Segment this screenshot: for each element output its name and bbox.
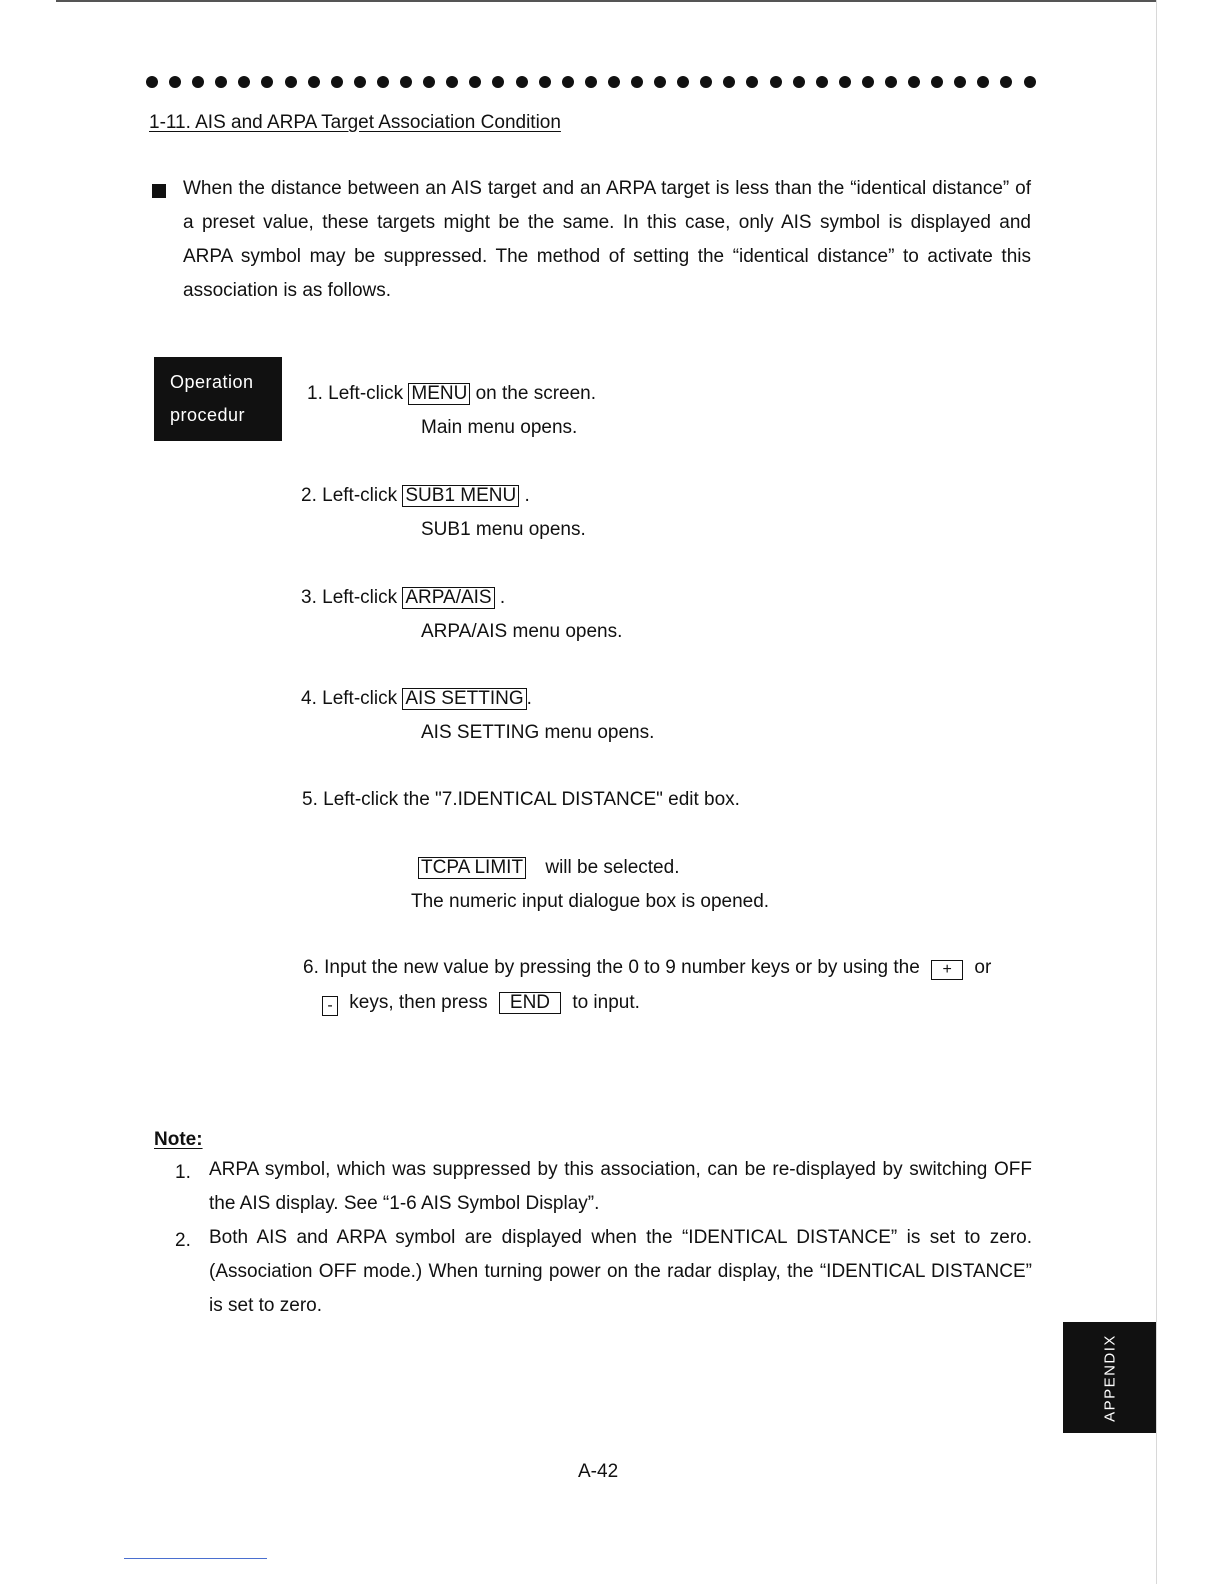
divider-dot [469,76,481,88]
divider-dot [654,76,666,88]
section-title: 1-11. AIS and ARPA Target Association Condition [149,112,561,133]
step-4-result: AIS SETTING menu opens. [421,722,655,743]
divider-dot [585,76,597,88]
page-number: A-42 [578,1461,619,1482]
step-2-result: SUB1 menu opens. [421,519,586,540]
divider-dot [539,76,551,88]
appendix-label: APPENDIX [1101,1333,1118,1422]
step-3 [301,586,505,610]
divider-dot [354,76,366,88]
divider-dot [169,76,181,88]
square-bullet-icon [152,184,166,198]
divider-dot [885,76,897,88]
step-6-line-2 [322,991,640,1016]
divider-dot [839,76,851,88]
divider-dot [1024,76,1036,88]
step-6-keys-then-press: keys, then press [349,992,488,1013]
footer-link-rule [124,1558,267,1559]
divider-dot [746,76,758,88]
divider-dot [492,76,504,88]
note-2-text: Both AIS and ARPA symbol are displayed when the “IDENTICAL DISTANCE” is set to zero. (Association OFF mode.) When turning power on the radar display, the “IDENTICAL DISTANCE” is set to zero. [209,1227,1032,1316]
divider-dot [954,76,966,88]
step-5-sub-suffix: will be selected. [545,857,680,878]
dotted-divider [146,70,1036,94]
page-edge [1156,0,1157,1584]
note-heading: Note: [154,1129,203,1150]
step-1-suffix: on the screen. [470,383,597,404]
operation-label-line2: procedur [170,405,246,425]
note-1-text: ARPA symbol, which was suppressed by this association, can be re-displayed by switching OFF the AIS display. See “1-6 AIS Symbol Display”. [209,1159,1032,1214]
step-5-sub [418,856,679,880]
divider-dot [677,76,689,88]
divider-dot [192,76,204,88]
divider-dot [562,76,574,88]
divider-dot [931,76,943,88]
step-1 [307,382,596,406]
divider-dot [516,76,528,88]
step-6-to-input: to input. [572,992,640,1013]
top-rule [56,0,1156,2]
divider-dot [1000,76,1012,88]
note-1-number: 1. [175,1162,191,1183]
divider-dot [908,76,920,88]
step-2 [301,484,530,508]
menu-key-box: MENU [408,383,470,405]
step-4 [301,687,532,711]
divider-dot [423,76,435,88]
step-5: 5. Left-click the "7.IDENTICAL DISTANCE" edit box. [302,789,740,810]
divider-dot [723,76,735,88]
divider-dot [377,76,389,88]
step-1-prefix: 1. Left-click [307,383,409,404]
step-6-or: or [974,957,992,978]
step-3-suffix: . [494,587,506,608]
minus-key-box: - [322,996,338,1016]
step-4-suffix: . [526,688,532,709]
sub1-menu-key-box: SUB1 MENU [402,485,519,507]
divider-dot [146,76,158,88]
divider-dot [816,76,828,88]
divider-dot [608,76,620,88]
tcpa-limit-key-box: TCPA LIMIT [418,857,526,879]
step-1-result: Main menu opens. [421,417,578,438]
divider-dot [793,76,805,88]
intro-paragraph: When the distance between an AIS target and an ARPA target is less than the “identical distance” of a preset value, these targets might be the same. In this case, only AIS symbol is displayed and ARPA symbol may be suppressed. The method of setting the “identical distance” to activate this association is as follows. [183,178,1031,301]
divider-dot [215,76,227,88]
divider-dot [862,76,874,88]
divider-dot [261,76,273,88]
step-5-sub-result: The numeric input dialogue box is opened. [411,891,770,912]
step-6-text: 6. Input the new value by pressing the 0 to 9 number keys or by using the [303,957,920,978]
divider-dot [977,76,989,88]
end-key-box: END [499,992,561,1014]
step-2-prefix: 2. Left-click [301,485,403,506]
step-2-suffix: . [519,485,530,506]
step-4-prefix: 4. Left-click [301,688,403,709]
ais-setting-key-box: AIS SETTING [402,688,526,710]
divider-dot [331,76,343,88]
arpa-ais-key-box: ARPA/AIS [402,587,494,609]
divider-dot [238,76,250,88]
divider-dot [770,76,782,88]
plus-key-box: + [931,960,963,980]
divider-dot [700,76,712,88]
operation-label-line1: Operation [170,372,254,392]
divider-dot [446,76,458,88]
divider-dot [631,76,643,88]
divider-dot [308,76,320,88]
divider-dot [400,76,412,88]
note-2-number: 2. [175,1230,191,1251]
operation-procedure-label [154,357,282,441]
step-3-prefix: 3. Left-click [301,587,403,608]
step-6-line-1 [303,956,991,980]
divider-dot [285,76,297,88]
appendix-side-tab [1063,1322,1156,1433]
step-3-result: ARPA/AIS menu opens. [421,621,623,642]
